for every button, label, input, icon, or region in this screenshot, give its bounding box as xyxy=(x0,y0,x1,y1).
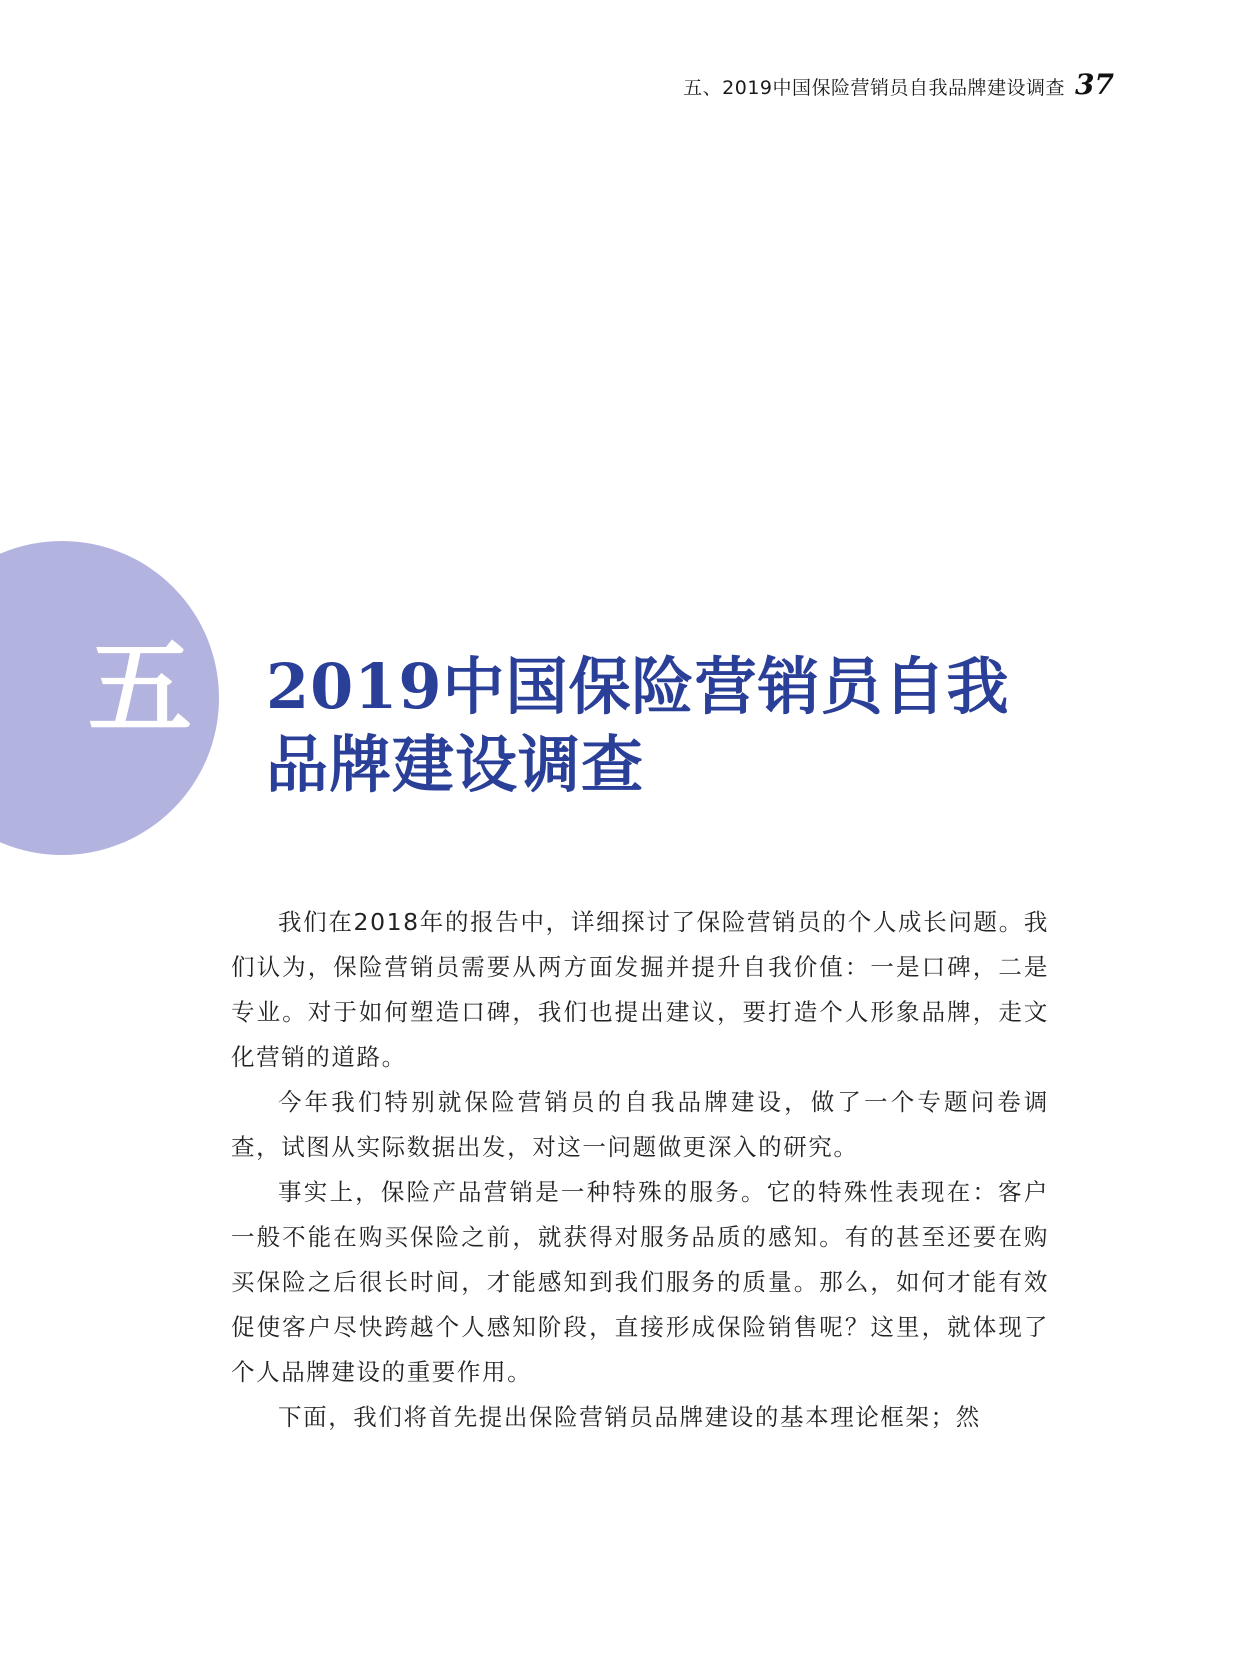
running-title: 五、2019中国保险营销员自我品牌建设调查 xyxy=(683,77,1066,99)
paragraph: 我们在2018年的报告中，详细探讨了保险营销员的个人成长问题。我们认为，保险营销员需要从两方面发掘并提升自我价值：一是口碑，二是专业。对于如何塑造口碑，我们也提出建议，要打造个人形象品牌，走文化营销的道路。 xyxy=(231,908,1049,1071)
chapter-title: 2019中国保险营销员自我品牌建设调查 xyxy=(266,650,1010,801)
paragraph: 今年我们特别就保险营销员的自我品牌建设，做了一个专题问卷调查，试图从实际数据出发，对这一问题做更深入的研究。 xyxy=(231,1088,1049,1161)
chapter-numeral: 五 xyxy=(87,626,192,749)
paragraph: 事实上，保险产品营销是一种特殊的服务。它的特殊性表现在：客户一般不能在购买保险之前，就获得对服务品质的感知。有的甚至还要在购买保险之后很长时间，才能感知到我们服务的质量。那么，如何才能有效促使客户尽快跨越个人感知阶段，直接形成保险销售呢？这里，就体现了个人品牌建设的重要作用。 xyxy=(231,1178,1049,1386)
body-text xyxy=(231,900,1049,1440)
running-header xyxy=(683,68,1114,101)
page-number: 37 xyxy=(1075,68,1114,101)
paragraph: 下面，我们将首先提出保险营销员品牌建设的基本理论框架；然 xyxy=(278,1403,981,1431)
